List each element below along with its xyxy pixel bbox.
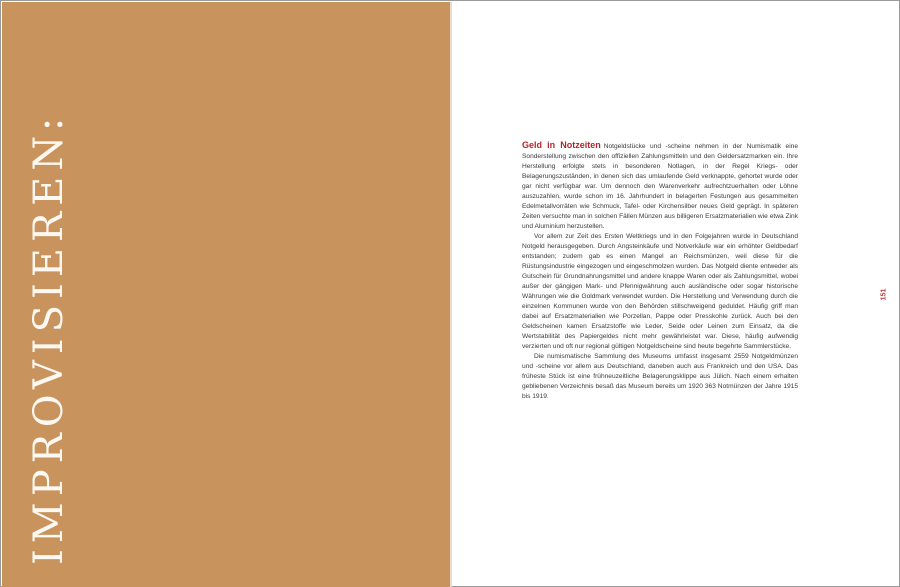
paragraph-1-text: Notgeldstücke und -scheine nehmen in der Numismatik eine Sonderstellung zwischen den offiziellen Zahlungsmitteln und den Geldersatzmarken ein. Ihre Herstellung erfolgte stets in besonderen Notlagen, in der Regel Kriegs- oder Belagerungszuständen, in denen sich das umlaufende Geld verknappte, gehortet wurde oder gar nicht verfügbar war. Um dennoch den Warenverkehr aufrechtzuerhalten oder Löhne auszuzahlen, wurde schon im 16. Jahrhundert in belagerten Festungen aus gesammelten Edelmetallvorräten wie Schmuck, Tafel- oder Kirchensilber neues Geld geprägt. In späteren Zeiten versuchte man in solchen Fällen Münzen aus billigeren Ersatzmaterialien wie etwa Zink und Aluminium herzustellen.: [522, 143, 798, 230]
article-heading: Geld in Notzeiten: [522, 140, 601, 150]
article-paragraph-2: Vor allem zur Zeit des Ersten Weltkriegs und in den Folgejahren wurde in Deutschland Notgeld herausgegeben. Durch Angsteinkäufe und Notverkäufe war ein erhöhter Geldbedarf entstanden; zudem gab es einen Mangel an Reichsmünzen, weil diese für die Rüstungsindustrie eingezogen und eingeschmolzen wurden. Das Notgeld diente entweder als Gutschein für Grundnahrungsmittel und andere knappe Waren oder als Zahlungsmittel, wobei außer der gängigen Mark- und Pfennigwährung auch ausländische oder sogar historische Währungen wie die Goldmark verwendet wurden. Die Herstellung und Verwendung durch die einzelnen Kommunen wurde von den Behörden stillschweigend geduldet. Häufig griff man dabei auf Ersatzmaterialien wie Porzellan, Pappe oder Presskohle zurück. Auch bei den Geldscheinen kamen Ersatzstoffe wie Leder, Seide oder Leinen zum Einsatz, da die Wertstabilität des Papiergeldes nicht mehr gewährleistet war. Diese, häufig aufwendig verzierten und oft nur regional gültigen Notgeldscheine sind heute begehrte Sammlerstücke.: [522, 233, 798, 350]
vertical-title: IMPROVISIEREN:: [26, 111, 72, 565]
right-page: [452, 2, 900, 587]
article: [522, 140, 798, 402]
article-paragraph-1: [522, 140, 798, 232]
article-paragraph-3: Die numismatische Sammlung des Museums umfasst insgesamt 2559 Notgeldmünzen und -scheine vor allem aus Deutschland, daneben auch aus Frankreich und den USA. Das früheste Stück ist eine frühneuzeitliche Belagerungsklippe aus Jülich. Nach einem erhalten gebliebenen Verzeichnis besaß das Museum bereits um 1920 363 Notmünzen der Jahre 1915 bis 1919.: [522, 353, 798, 400]
page-number: 151: [880, 288, 888, 301]
left-page: [2, 2, 450, 587]
